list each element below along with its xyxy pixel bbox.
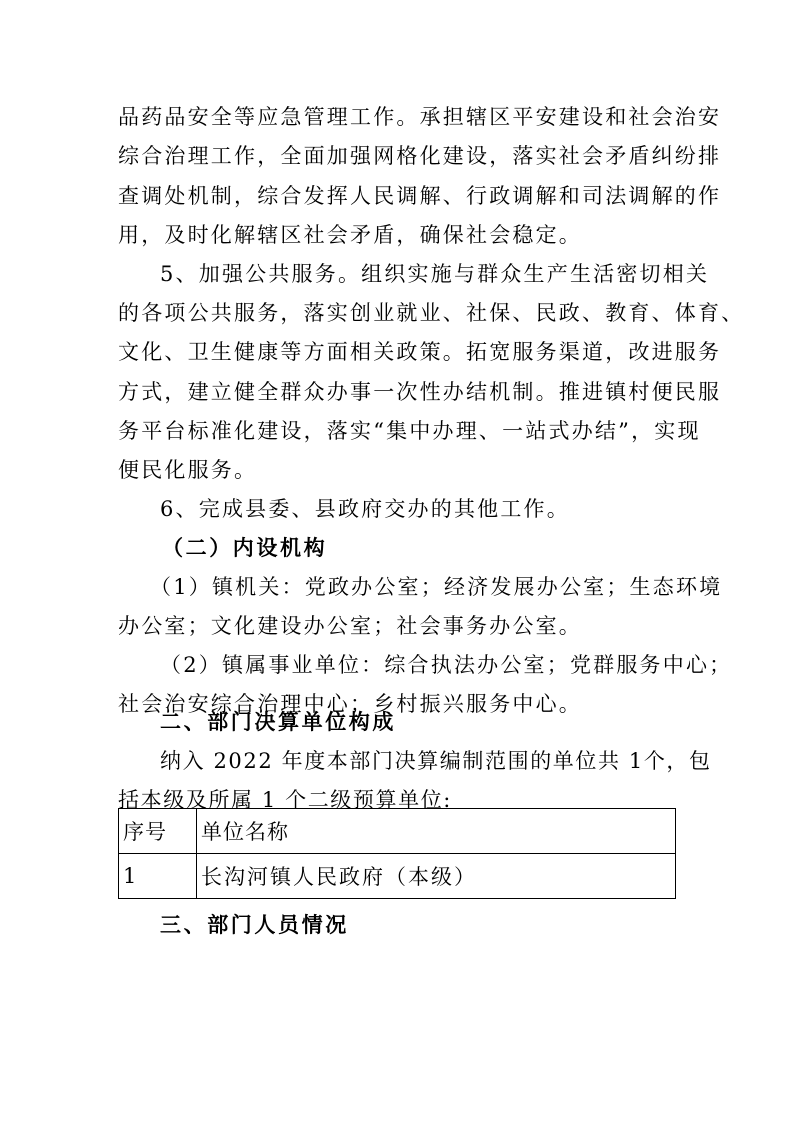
- cell-index: 1: [119, 854, 197, 899]
- header-index: 序号: [119, 809, 197, 854]
- org2-line: 社会治安综合治理中心；乡村振兴服务中心。: [118, 692, 582, 716]
- item5-line: 文化、卫生健康等方面相关政策。拓宽服务渠道，改进服务: [118, 340, 722, 364]
- paragraph-line: 综合治理工作，全面加强网格化建设，落实社会矛盾纠纷排: [118, 144, 722, 168]
- intro-line: 纳入 2022 年度本部门决算编制范围的单位共 1个，包: [160, 749, 712, 773]
- paragraph-line: 查调处机制，综合发挥人民调解、行政调解和司法调解的作: [118, 184, 722, 208]
- item5-line: 便民化服务。: [118, 458, 258, 482]
- cell-unit-name: 长沟河镇人民政府（本级）: [197, 854, 676, 899]
- item5-line: 5、加强公共服务。组织实施与群众生产生活密切相关: [160, 262, 710, 286]
- units-table: [118, 808, 676, 899]
- section-heading-units: 二、部门决算单位构成: [160, 710, 396, 734]
- org1-line: （1）镇机关：党政办公室；经济发展办公室；生态环境: [150, 575, 723, 599]
- section-heading-internal: （二）内设机构: [162, 536, 328, 560]
- header-unit-name: 单位名称: [197, 809, 676, 854]
- paragraph-line: 品药品安全等应急管理工作。承担辖区平安建设和社会治安: [118, 105, 722, 129]
- org2-line: （2）镇属事业单位：综合执法办公室；党群服务中心；: [160, 653, 733, 677]
- org1-line: 办公室；文化建设办公室；社会事务办公室。: [118, 614, 582, 638]
- item5-line: 务平台标准化建设，落实“集中办理、一站式办结”，实现: [118, 419, 701, 443]
- item5-line: 的各项公共服务，落实创业就业、社保、民政、教育、体育、: [118, 301, 745, 325]
- table-header-row: [119, 809, 676, 854]
- section-heading-staff: 三、部门人员情况: [160, 913, 349, 937]
- table-row: [119, 854, 676, 899]
- intro-line: 括本级及所属 1 个二级预算单位:: [118, 788, 452, 812]
- item5-line: 方式，建立健全群众办事一次性办结机制。推进镇村便民服: [118, 380, 722, 404]
- paragraph-line: 用，及时化解辖区社会矛盾，确保社会稳定。: [118, 223, 582, 247]
- item6-line: 6、完成县委、县政府交办的其他工作。: [160, 497, 570, 521]
